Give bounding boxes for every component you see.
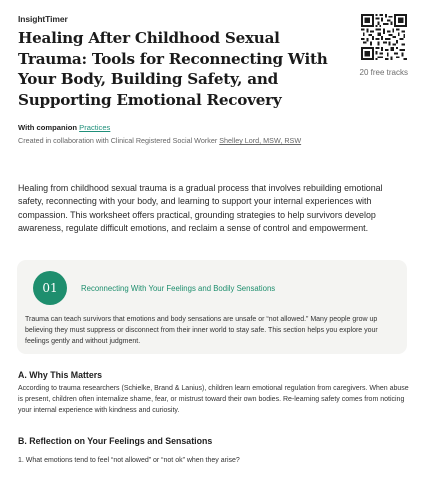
- reflection-question-1: 1. What emotions tend to feel “not allowed” or “not ok” when they arise?: [18, 457, 240, 464]
- intro-paragraph: Healing from childhood sexual trauma is a gradual process that involves rebuilding emotional safety, reconnecting with your body, and learning to support your internal experiences with compassion. This worksheet offers practical, grounding strategies to help survivors develop awareness, regulate difficult emotions, and reclaim a sense of control and empowerment.: [18, 183, 383, 234]
- insight-timer-logo[interactable]: InsightTimer: [18, 14, 68, 24]
- section-card: [17, 260, 407, 354]
- section-number-badge: 01: [33, 271, 67, 305]
- practices-link[interactable]: Practices: [79, 123, 111, 132]
- subsection-a-heading: A. Why This Matters: [18, 370, 103, 380]
- collab-label: Created in collaboration with Clinical Registered Social Worker: [18, 136, 218, 145]
- companion-label: With companion: [18, 123, 77, 132]
- qr-code-icon: [361, 14, 407, 60]
- page-title: Healing After Childhood Sexual Trauma: Tools for Reconnecting With Your Body, Building Safety, and Supporting Emotional Recovery: [18, 29, 328, 109]
- free-tracks-label[interactable]: 20 free tracks: [359, 68, 408, 77]
- subsection-b-heading: B. Reflection on Your Feelings and Sensations: [18, 436, 213, 446]
- section-title: Reconnecting With Your Feelings and Bodily Sensations: [81, 284, 276, 293]
- author-link[interactable]: Shelley Lord, MSW, RSW: [219, 136, 302, 145]
- collaboration-line: [18, 136, 301, 145]
- subsection-a-paragraph: According to trauma researchers (Schielke, Brand & Lanius), children learn emotional regulation from caregivers. When abuse is present, children often internalize shame, fear, or mistrust toward their own bodies. Re-learning safety comes from noticing your internal experience with kindness and curiosity.: [18, 385, 409, 414]
- section-description: Trauma can teach survivors that emotions and body sensations are unsafe or “not allowed.” Many people grow up believing they must suppress or disconnect from their inner world to stay safe. This section helps you explore your feelings gently and without judgment.: [25, 316, 378, 345]
- companion-line: [18, 123, 110, 132]
